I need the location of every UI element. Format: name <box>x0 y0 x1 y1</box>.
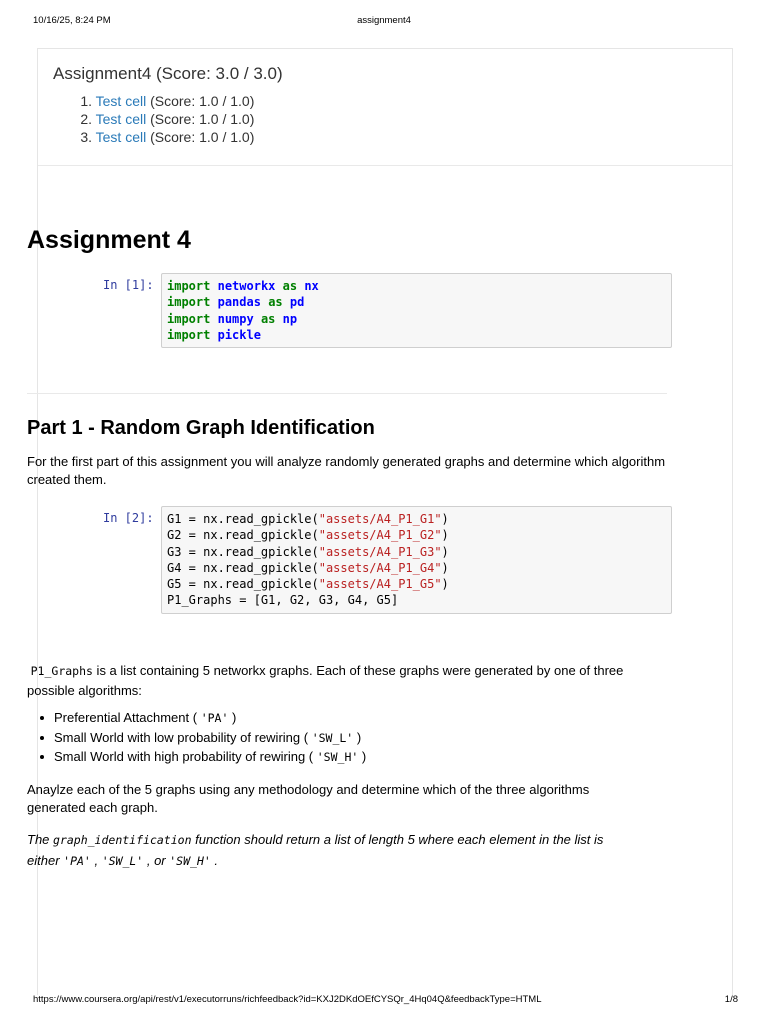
print-date: 10/16/25, 8:24 PM <box>33 15 111 26</box>
page-number: 1/8 <box>724 994 738 1005</box>
list-item <box>53 110 254 128</box>
analyze-instructions: Anaylze each of the 5 graphs using any methodology and determine which of the three algorithms generated each graph. <box>27 782 590 815</box>
list-item: Small World with low probability of rewiring ( 'SW_L' ) <box>27 728 366 748</box>
graphs-description: P1_Graphs is a list containing 5 networkx graphs. Each of these graphs were generated by one of three possible algorithms: <box>27 663 624 698</box>
print-header <box>0 15 768 29</box>
list-item <box>53 92 254 110</box>
cell-prompt: In [2]: <box>103 511 154 525</box>
test-cell-link-2[interactable]: Test cell <box>95 111 147 127</box>
print-footer <box>0 994 768 1008</box>
item-number: 2. <box>80 111 92 127</box>
list-item: Small World with high probability of rewiring ( 'SW_H' ) <box>27 747 366 767</box>
list-item <box>53 128 254 146</box>
test-cell-link-3[interactable]: Test cell <box>95 129 147 145</box>
item-score: (Score: 1.0 / 1.0) <box>146 111 255 127</box>
print-url: https://www.coursera.org/api/rest/v1/executorruns/richfeedback?id=KXJ2DKdOEfCYSQr_4Hq04Q&feedbackType=HTML <box>33 994 542 1005</box>
code-input-1[interactable]: import networkx as nx import pandas as pd import numpy as np import pickle <box>161 273 672 348</box>
list-item: Preferential Attachment ( 'PA' ) <box>27 708 366 728</box>
score-summary <box>38 49 732 166</box>
test-cell-link-1[interactable]: Test cell <box>95 93 147 109</box>
print-title: assignment4 <box>357 15 411 26</box>
summary-title: Assignment4 (Score: 3.0 / 3.0) <box>53 64 283 83</box>
item-number: 1. <box>80 93 92 109</box>
return-note: The graph_identification function should return a list of length 5 where each element in the list is either 'PA' , 'SW_L' , or 'SW_H' . <box>27 832 604 868</box>
algorithm-list <box>27 708 366 767</box>
assignment-heading: Assignment 4 <box>27 226 191 254</box>
code-input-2[interactable]: G1 = nx.read_gpickle("assets/A4_P1_G1") G2 = nx.read_gpickle("assets/A4_P1_G2") G3 = nx.read_gpickle("assets/A4_P1_G3") G4 = nx.read_gpickle("assets/A4_P1_G4") G5 = nx.read_gpickle("assets/A4_P1_G5") P1_Graphs = [G1, G2, G3, G4, G5] <box>161 506 672 614</box>
inline-code: P1_Graphs <box>30 664 93 678</box>
item-score: (Score: 1.0 / 1.0) <box>146 129 255 145</box>
test-cell-list <box>53 92 254 146</box>
item-score: (Score: 1.0 / 1.0) <box>146 93 255 109</box>
part1-heading: Part 1 - Random Graph Identification <box>27 417 375 439</box>
section-divider <box>27 393 667 394</box>
cell-prompt: In [1]: <box>103 278 154 292</box>
item-number: 3. <box>80 129 92 145</box>
part1-intro: For the first part of this assignment you will analyze randomly generated graphs and determine which algorithm created them. <box>27 454 666 487</box>
